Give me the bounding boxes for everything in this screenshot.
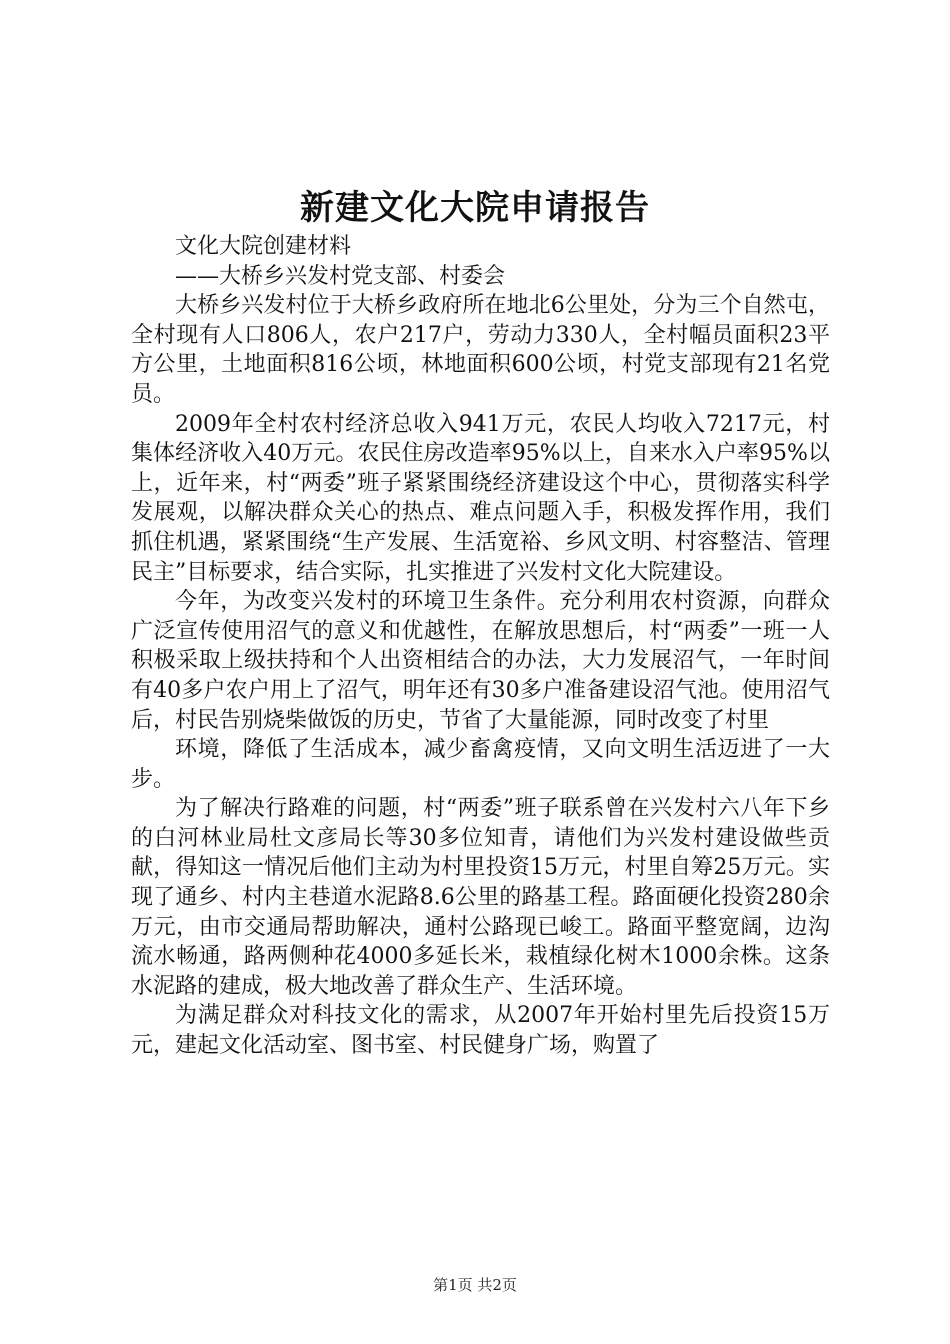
paragraph: 今年，为改变兴发村的环境卫生条件。充分利用农村资源，向群众广泛宣传使用沼气的意义和优越性，在解放思想后，村“两委”一班一人积极采取上级扶持和个人出资相结合的办法，大力发展沼气，一年时间有40多户农户用上了沼气，明年还有30多户准备建设沼气池。使用沼气后，村民告别烧柴做饭的历史，节省了大量能源，同时改变了村里: [131, 589, 830, 733]
document-title: 新建文化大院申请报告: [300, 188, 650, 228]
author-line: ——大桥乡兴发村党支部、村委会: [175, 263, 506, 289]
document-body: [131, 232, 830, 1061]
paragraph: 2009年全村农村经济总收入941万元，农民人均收入7217元，村集体经济收入40万元。农民住房改造率95%以上，自来水入户率95%以上，近年来，村“两委”班子紧紧围绕经济建设这个中心，贯彻落实科学发展观，以解决群众关心的热点、难点问题入手，积极发挥作用，我们抓住机遇，紧紧围绕“生产发展、生活宽裕、乡风文明、村容整洁、管理民主”目标要求，结合实际，扎实推进了兴发村文化大院建设。: [131, 411, 830, 585]
paragraph: 环境，降低了生活成本，减少畜禽疫情，又向文明生活迈进了一大步。: [131, 737, 830, 792]
paragraph: 为满足群众对科技文化的需求，从2007年开始村里先后投资15万元，建起文化活动室、图书室、村民健身广场，购置了: [131, 1003, 830, 1059]
subtitle-line: 文化大院创建材料: [175, 234, 352, 259]
paragraph: 大桥乡兴发村位于大桥乡政府所在地北6公里处，分为三个自然屯，全村现有人口806人，农户217户，劳动力330人，全村幅员面积23平方公里，土地面积816公顷，林地面积600公顷，村党支部现有21名党员。: [131, 293, 830, 407]
paragraph: 为了解决行路难的问题，村“两委”班子联系曾在兴发村六八年下乡的白河林业局杜文彦局长等30多位知青，请他们为兴发村建设做些贡献，得知这一情况后他们主动为村里投资15万元，村里自筹25万元。实现了通乡、村内主巷道水泥路8.6公里的路基工程。路面硬化投资280余万元，由市交通局帮助解决，通村公路现已峻工。路面平整宽阔，边沟流水畅通，路两侧种花4000多延长米，栽植绿化树木1000余株。这条水泥路的建成，极大地改善了群众生产、生活环境。: [131, 796, 830, 999]
page-number-footer: 第1页 共2页: [433, 1276, 517, 1294]
